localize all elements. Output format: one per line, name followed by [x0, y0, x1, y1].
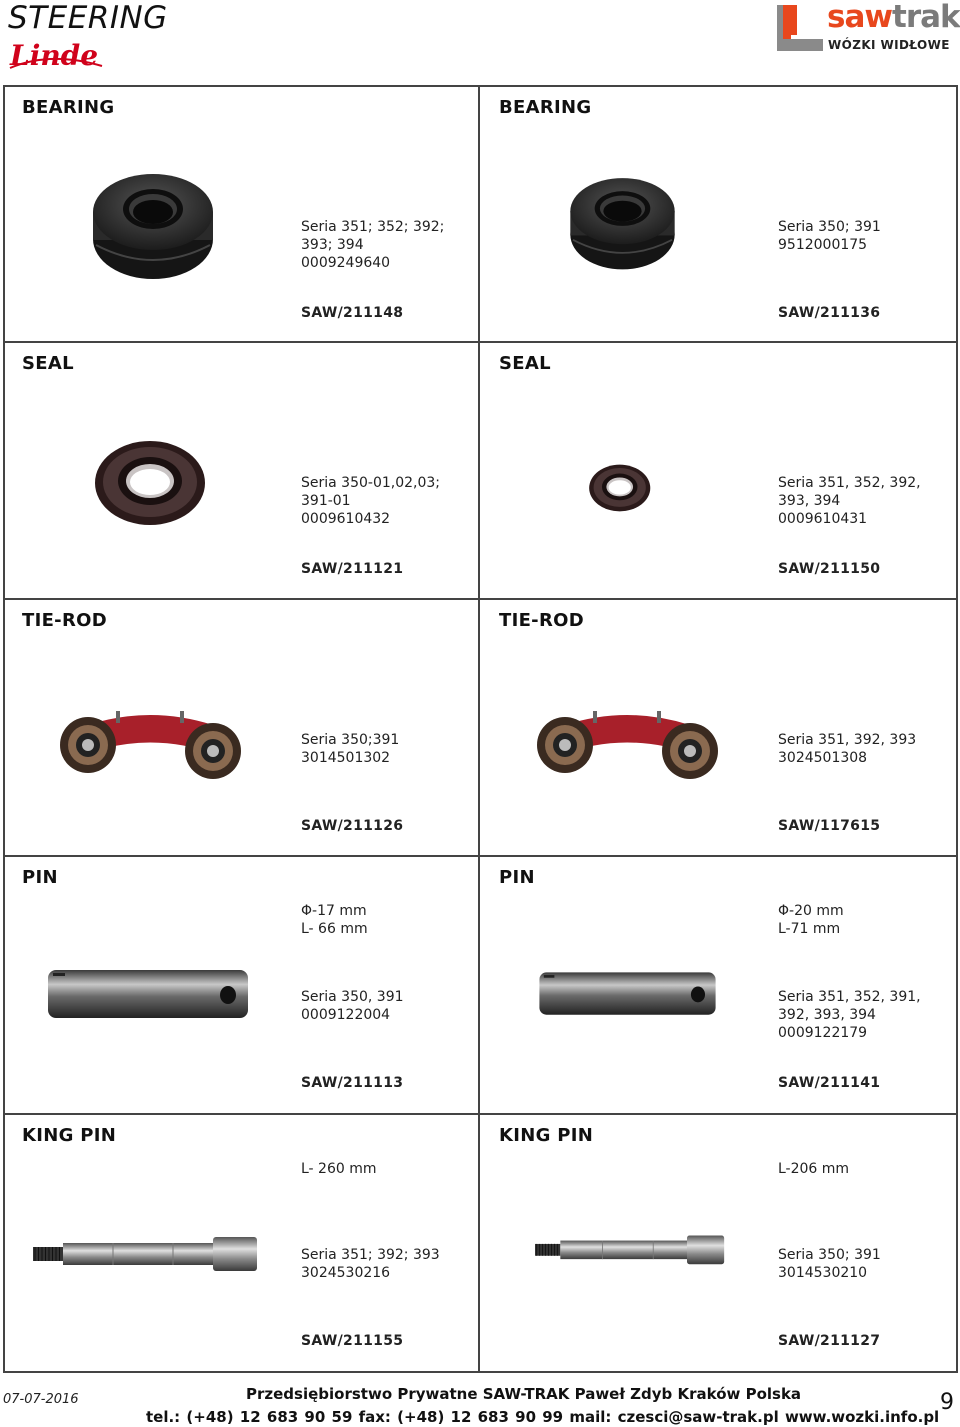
- description-line: 3014530210: [778, 1265, 868, 1281]
- product-cell: [480, 600, 956, 854]
- product-title: BEARING: [22, 97, 115, 118]
- description-line: Seria 350; 391: [778, 1247, 881, 1263]
- seal-image: [93, 438, 208, 532]
- description-line: 0009610431: [778, 511, 868, 527]
- bearing-image: [88, 167, 218, 286]
- product-description: [778, 218, 881, 254]
- footer-company: Przedsiębiorstwo Prywatne SAW-TRAK Paweł Zdyb Kraków Polska: [246, 1385, 802, 1403]
- sawtrak-logo-text: sawtrak: [827, 0, 960, 35]
- description-line: 393, 394: [778, 493, 841, 509]
- product-description: [778, 474, 921, 528]
- dimension-line: L- 66 mm: [301, 921, 368, 937]
- bearing-image: [565, 172, 680, 276]
- product-dimensions: [778, 902, 844, 938]
- product-title: KING PIN: [22, 1125, 117, 1146]
- product-title: SEAL: [499, 353, 551, 374]
- product-title: TIE-ROD: [22, 610, 107, 631]
- dimension-line: Φ-20 mm: [778, 903, 844, 919]
- product-title: SEAL: [22, 353, 74, 374]
- product-cell: [3, 87, 479, 341]
- product-cell: [480, 1115, 956, 1369]
- product-code: SAW/211113: [301, 1075, 404, 1091]
- king-pin-image: [33, 1233, 258, 1277]
- product-cell: [3, 857, 479, 1111]
- tie-rod-image: [58, 705, 243, 789]
- dimension-line: Φ-17 mm: [301, 903, 367, 919]
- product-title: KING PIN: [499, 1125, 594, 1146]
- product-description: [778, 731, 916, 767]
- linde-logo-text: Linde: [10, 39, 99, 72]
- description-line: 3024501308: [778, 750, 868, 766]
- product-cell: [480, 87, 956, 341]
- page-number: 9: [940, 1390, 954, 1415]
- description-line: 0009249640: [301, 255, 391, 271]
- pin-image: [535, 969, 720, 1023]
- description-line: Seria 350-01,02,03;: [301, 475, 441, 491]
- product-dimensions: [301, 902, 368, 938]
- king-pin-image: [535, 1231, 725, 1271]
- description-line: Seria 350; 391: [778, 219, 881, 235]
- product-dimensions: [301, 1160, 377, 1178]
- description-line: 9512000175: [778, 237, 868, 253]
- description-line: 0009610432: [301, 511, 391, 527]
- product-code: SAW/211127: [778, 1333, 881, 1349]
- description-line: 0009122004: [301, 1007, 391, 1023]
- product-code: SAW/211126: [301, 818, 404, 834]
- description-line: Seria 351, 352, 391,: [778, 989, 921, 1005]
- product-title: TIE-ROD: [499, 610, 584, 631]
- product-cell: [3, 1115, 479, 1369]
- pin-image: [43, 967, 253, 1026]
- footer-date: 07-07-2016: [3, 1392, 79, 1407]
- product-description: [301, 218, 444, 272]
- product-title: PIN: [22, 867, 58, 888]
- description-line: 392, 393, 394: [778, 1007, 876, 1023]
- description-line: 3014501302: [301, 750, 391, 766]
- product-code: SAW/211148: [301, 305, 404, 321]
- product-description: [778, 988, 921, 1042]
- description-line: Seria 350;391: [301, 732, 400, 748]
- sawtrak-logo-subtitle: WÓZKI WIDŁOWE: [828, 38, 950, 52]
- product-code: SAW/211150: [778, 561, 881, 577]
- product-cell: [3, 600, 479, 854]
- description-line: Seria 351; 392; 393: [301, 1247, 440, 1263]
- product-cell: [3, 343, 479, 597]
- product-code: SAW/211141: [778, 1075, 881, 1091]
- description-line: 0009122179: [778, 1025, 868, 1041]
- product-code: SAW/211121: [301, 561, 404, 577]
- product-description: [301, 731, 399, 767]
- product-description: [778, 1246, 881, 1282]
- product-title: PIN: [499, 867, 535, 888]
- dimension-line: L-71 mm: [778, 921, 841, 937]
- product-dimensions: [778, 1160, 849, 1178]
- page-title: STEERING: [8, 0, 168, 36]
- description-line: 3024530216: [301, 1265, 391, 1281]
- sawtrak-logo: [777, 0, 960, 53]
- tie-rod-image: [535, 705, 720, 789]
- product-description: [301, 1246, 440, 1282]
- seal-image: [585, 463, 655, 517]
- product-cell: [480, 343, 956, 597]
- description-line: Seria 351; 352; 392;: [301, 219, 445, 235]
- product-description: [301, 474, 440, 528]
- product-title: BEARING: [499, 97, 592, 118]
- product-code: SAW/117615: [778, 818, 881, 834]
- description-line: Seria 351, 392, 393: [778, 732, 917, 748]
- footer-contact: tel.: (+48) 12 683 90 59 fax: (+48) 12 683 90 99 mail: czesci@saw-trak.pl www.wozki.info.pl: [146, 1408, 940, 1426]
- description-line: 393; 394: [301, 237, 364, 253]
- description-line: Seria 351, 352, 392,: [778, 475, 921, 491]
- product-description: [301, 988, 404, 1024]
- product-cell: [480, 857, 956, 1111]
- dimension-line: L-206 mm: [778, 1161, 850, 1177]
- linde-logo: [8, 38, 104, 72]
- product-code: SAW/211136: [778, 305, 881, 321]
- description-line: Seria 350, 391: [301, 989, 404, 1005]
- dimension-line: L- 260 mm: [301, 1161, 377, 1177]
- description-line: 391-01: [301, 493, 351, 509]
- product-code: SAW/211155: [301, 1333, 404, 1349]
